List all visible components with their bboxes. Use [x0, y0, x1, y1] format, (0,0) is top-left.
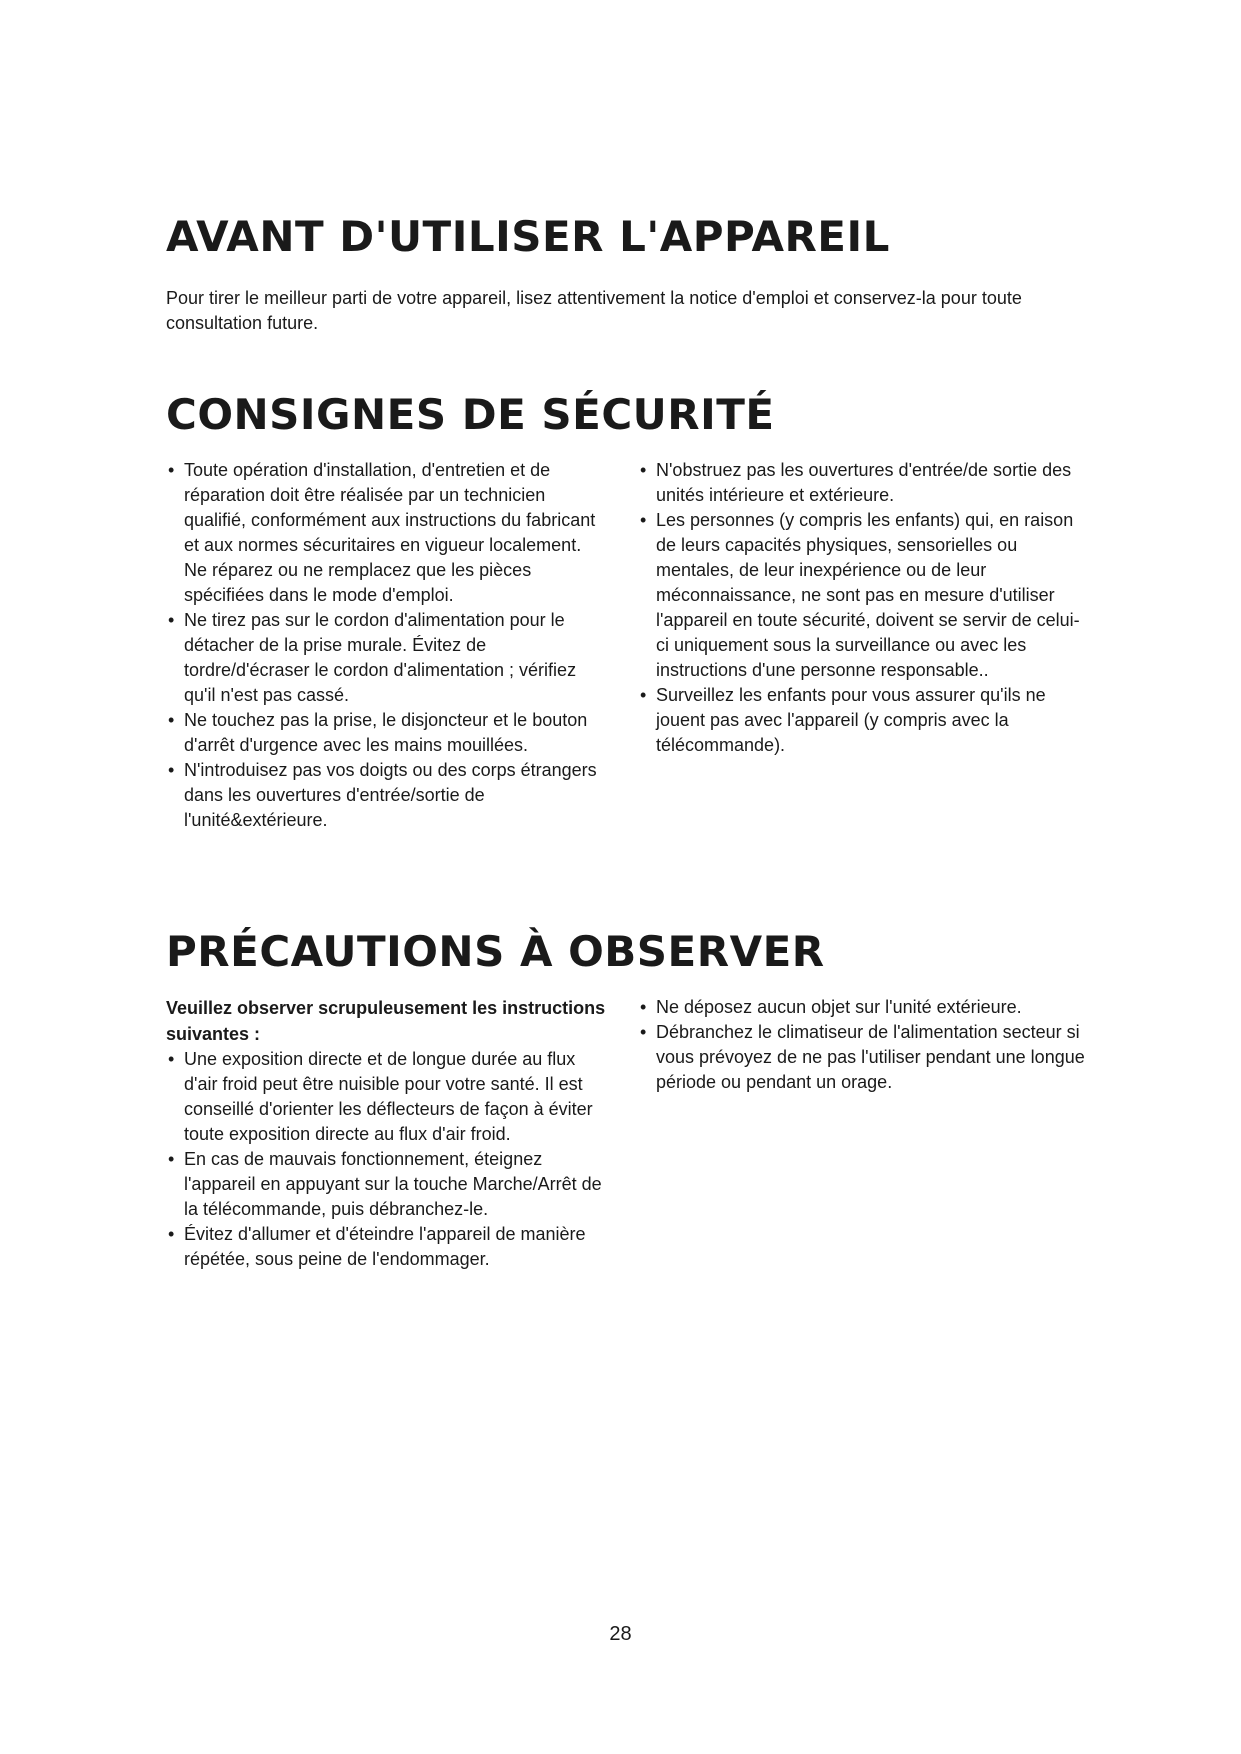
heading-securite: CONSIGNES DE SÉCURITÉ — [166, 390, 775, 439]
list-item: • Surveillez les enfants pour vous assurer qu'ils ne jouent pas avec l'appareil (y compris avec la télécommande). — [640, 685, 1046, 756]
section-securite — [166, 392, 1086, 833]
section-precautions — [166, 929, 1086, 1272]
list-item: • Ne déposez aucun objet sur l'unité extérieure. — [640, 997, 1022, 1018]
intro-text: Pour tirer le meilleur parti de votre appareil, lisez attentivement la notice d'emploi et conservez-la pour toute consultation future. — [166, 288, 1022, 334]
list-item: • Ne tirez pas sur le cordon d'alimentation pour le détacher de la prise murale. Évitez de tordre/d'écraser le cordon d'alimentation ; vérifiez qu'il n'est pas cassé. — [168, 610, 577, 706]
list-item: • Les personnes (y compris les enfants) qui, en raison de leurs capacités physiques, sensorielles ou mentales, de leur inexpérience ou de leur méconnaissance, ne sont pas en mesure d'utiliser l'appareil en toute sécurité, doivent se servir de celui-ci uniquement sous la surveillance ou avec les instructions d'une personne responsable.. — [640, 510, 1080, 681]
precautions-lead: Veuillez observer scrupuleusement les instructions suivantes : — [166, 998, 606, 1045]
precautions-right-column — [638, 995, 1086, 1272]
heading-avant: AVANT D'UTILISER L'APPAREIL — [166, 212, 890, 261]
list-item: • N'introduisez pas vos doigts ou des corps étrangers dans les ouvertures d'entrée/sortie de l'unité&extérieure. — [168, 760, 597, 831]
securite-columns — [166, 458, 1086, 833]
list-item: • Une exposition directe et de longue durée au flux d'air froid peut être nuisible pour votre santé. Il est conseillé d'orienter les déflecteurs de façon à éviter toute exposition directe au flux d'air froid. — [168, 1049, 593, 1145]
list-item: • Débranchez le climatiseur de l'alimentation secteur si vous prévoyez de ne pas l'utiliser pendant une longue période ou pendant un orage. — [640, 1022, 1085, 1093]
securite-right-list — [638, 458, 1086, 758]
list-item: • Toute opération d'installation, d'entretien et de réparation doit être réalisée par un technicien qualifié, conformément aux instructions du fabricant et aux normes sécuritaires en vigueur localement. Ne réparez ou ne remplacez que les pièces spécifiées dans le mode d'emploi. — [168, 460, 596, 606]
precautions-right-list — [638, 995, 1086, 1095]
securite-left-column — [166, 458, 606, 833]
list-item: • N'obstruez pas les ouvertures d'entrée/de sortie des unités intérieure et extérieure. — [640, 460, 1072, 506]
securite-left-list — [166, 458, 606, 833]
securite-right-column — [638, 458, 1086, 833]
list-item: • En cas de mauvais fonctionnement, éteignez l'appareil en appuyant sur la touche Marche/Arrêt de la télécommande, puis débranchez-le. — [168, 1149, 602, 1220]
precautions-columns — [166, 995, 1086, 1272]
precautions-left-column — [166, 995, 606, 1272]
list-item: • Évitez d'allumer et d'éteindre l'appareil de manière répétée, sous peine de l'endommager. — [168, 1224, 586, 1270]
precautions-left-list — [166, 1047, 606, 1272]
section-avant — [166, 214, 1086, 336]
heading-precautions: PRÉCAUTIONS À OBSERVER — [166, 927, 825, 976]
page-number: 28 — [609, 1623, 632, 1645]
list-item: • Ne touchez pas la prise, le disjoncteur et le bouton d'arrêt d'urgence avec les mains mouillées. — [168, 710, 588, 756]
